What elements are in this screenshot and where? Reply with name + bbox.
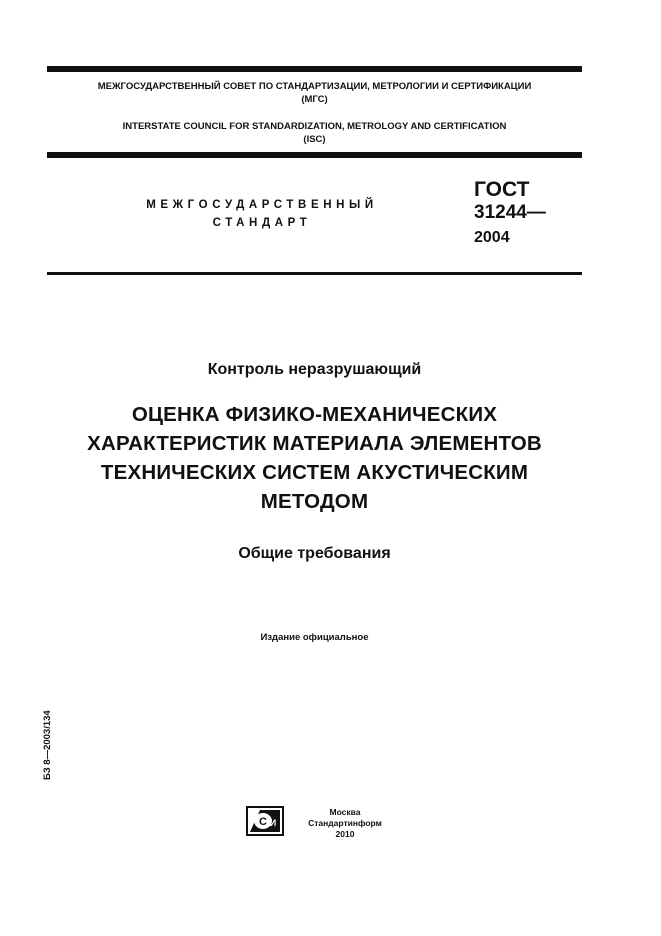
subject: Контроль неразрушающий — [207, 361, 422, 378]
standartinform-logo-icon — [246, 806, 284, 836]
title-line-4: МЕТОДОМ — [260, 490, 369, 513]
header-bottom-rule — [47, 152, 582, 158]
title-line-2: ХАРАКТЕРИСТИК МАТЕРИАЛА ЭЛЕМЕНТОВ — [87, 432, 542, 455]
title-line-3: ТЕХНИЧЕСКИХ СИСТЕМ АКУСТИЧЕСКИМ — [100, 461, 529, 484]
gost-prefix: ГОСТ — [474, 178, 530, 201]
subtitle: Общие требования — [238, 545, 391, 562]
publisher-year: 2010 — [335, 829, 355, 839]
designation-rule — [47, 272, 582, 275]
svg-text:И: И — [269, 818, 277, 828]
gost-year: 2004 — [474, 229, 510, 246]
gost-number: 31244— — [474, 202, 546, 223]
top-rule — [47, 66, 582, 72]
publisher-city: Москва — [329, 807, 361, 817]
svg-text:С: С — [259, 816, 267, 828]
standard-type-line2: СТАНДАРТ — [212, 217, 312, 229]
publisher-name: Стандартинформ — [308, 818, 382, 828]
council-en-abbr: (ISC) — [303, 134, 326, 145]
side-code: БЗ 8—2003/134 — [42, 710, 53, 780]
standard-type-line1: МЕЖГОСУДАРСТВЕННЫЙ — [146, 199, 378, 211]
edition-label: Издание официальное — [260, 632, 369, 643]
council-ru-abbr: (МГС) — [301, 94, 328, 105]
council-en-line: INTERSTATE COUNCIL FOR STANDARDIZATION, METROLOGY AND CERTIFICATION — [122, 121, 507, 132]
council-ru-line: МЕЖГОСУДАРСТВЕННЫЙ СОВЕТ ПО СТАНДАРТИЗАЦИИ, МЕТРОЛОГИИ И СЕРТИФИКАЦИИ — [97, 81, 532, 92]
title-line-1: ОЦЕНКА ФИЗИКО-МЕХАНИЧЕСКИХ — [131, 403, 498, 426]
